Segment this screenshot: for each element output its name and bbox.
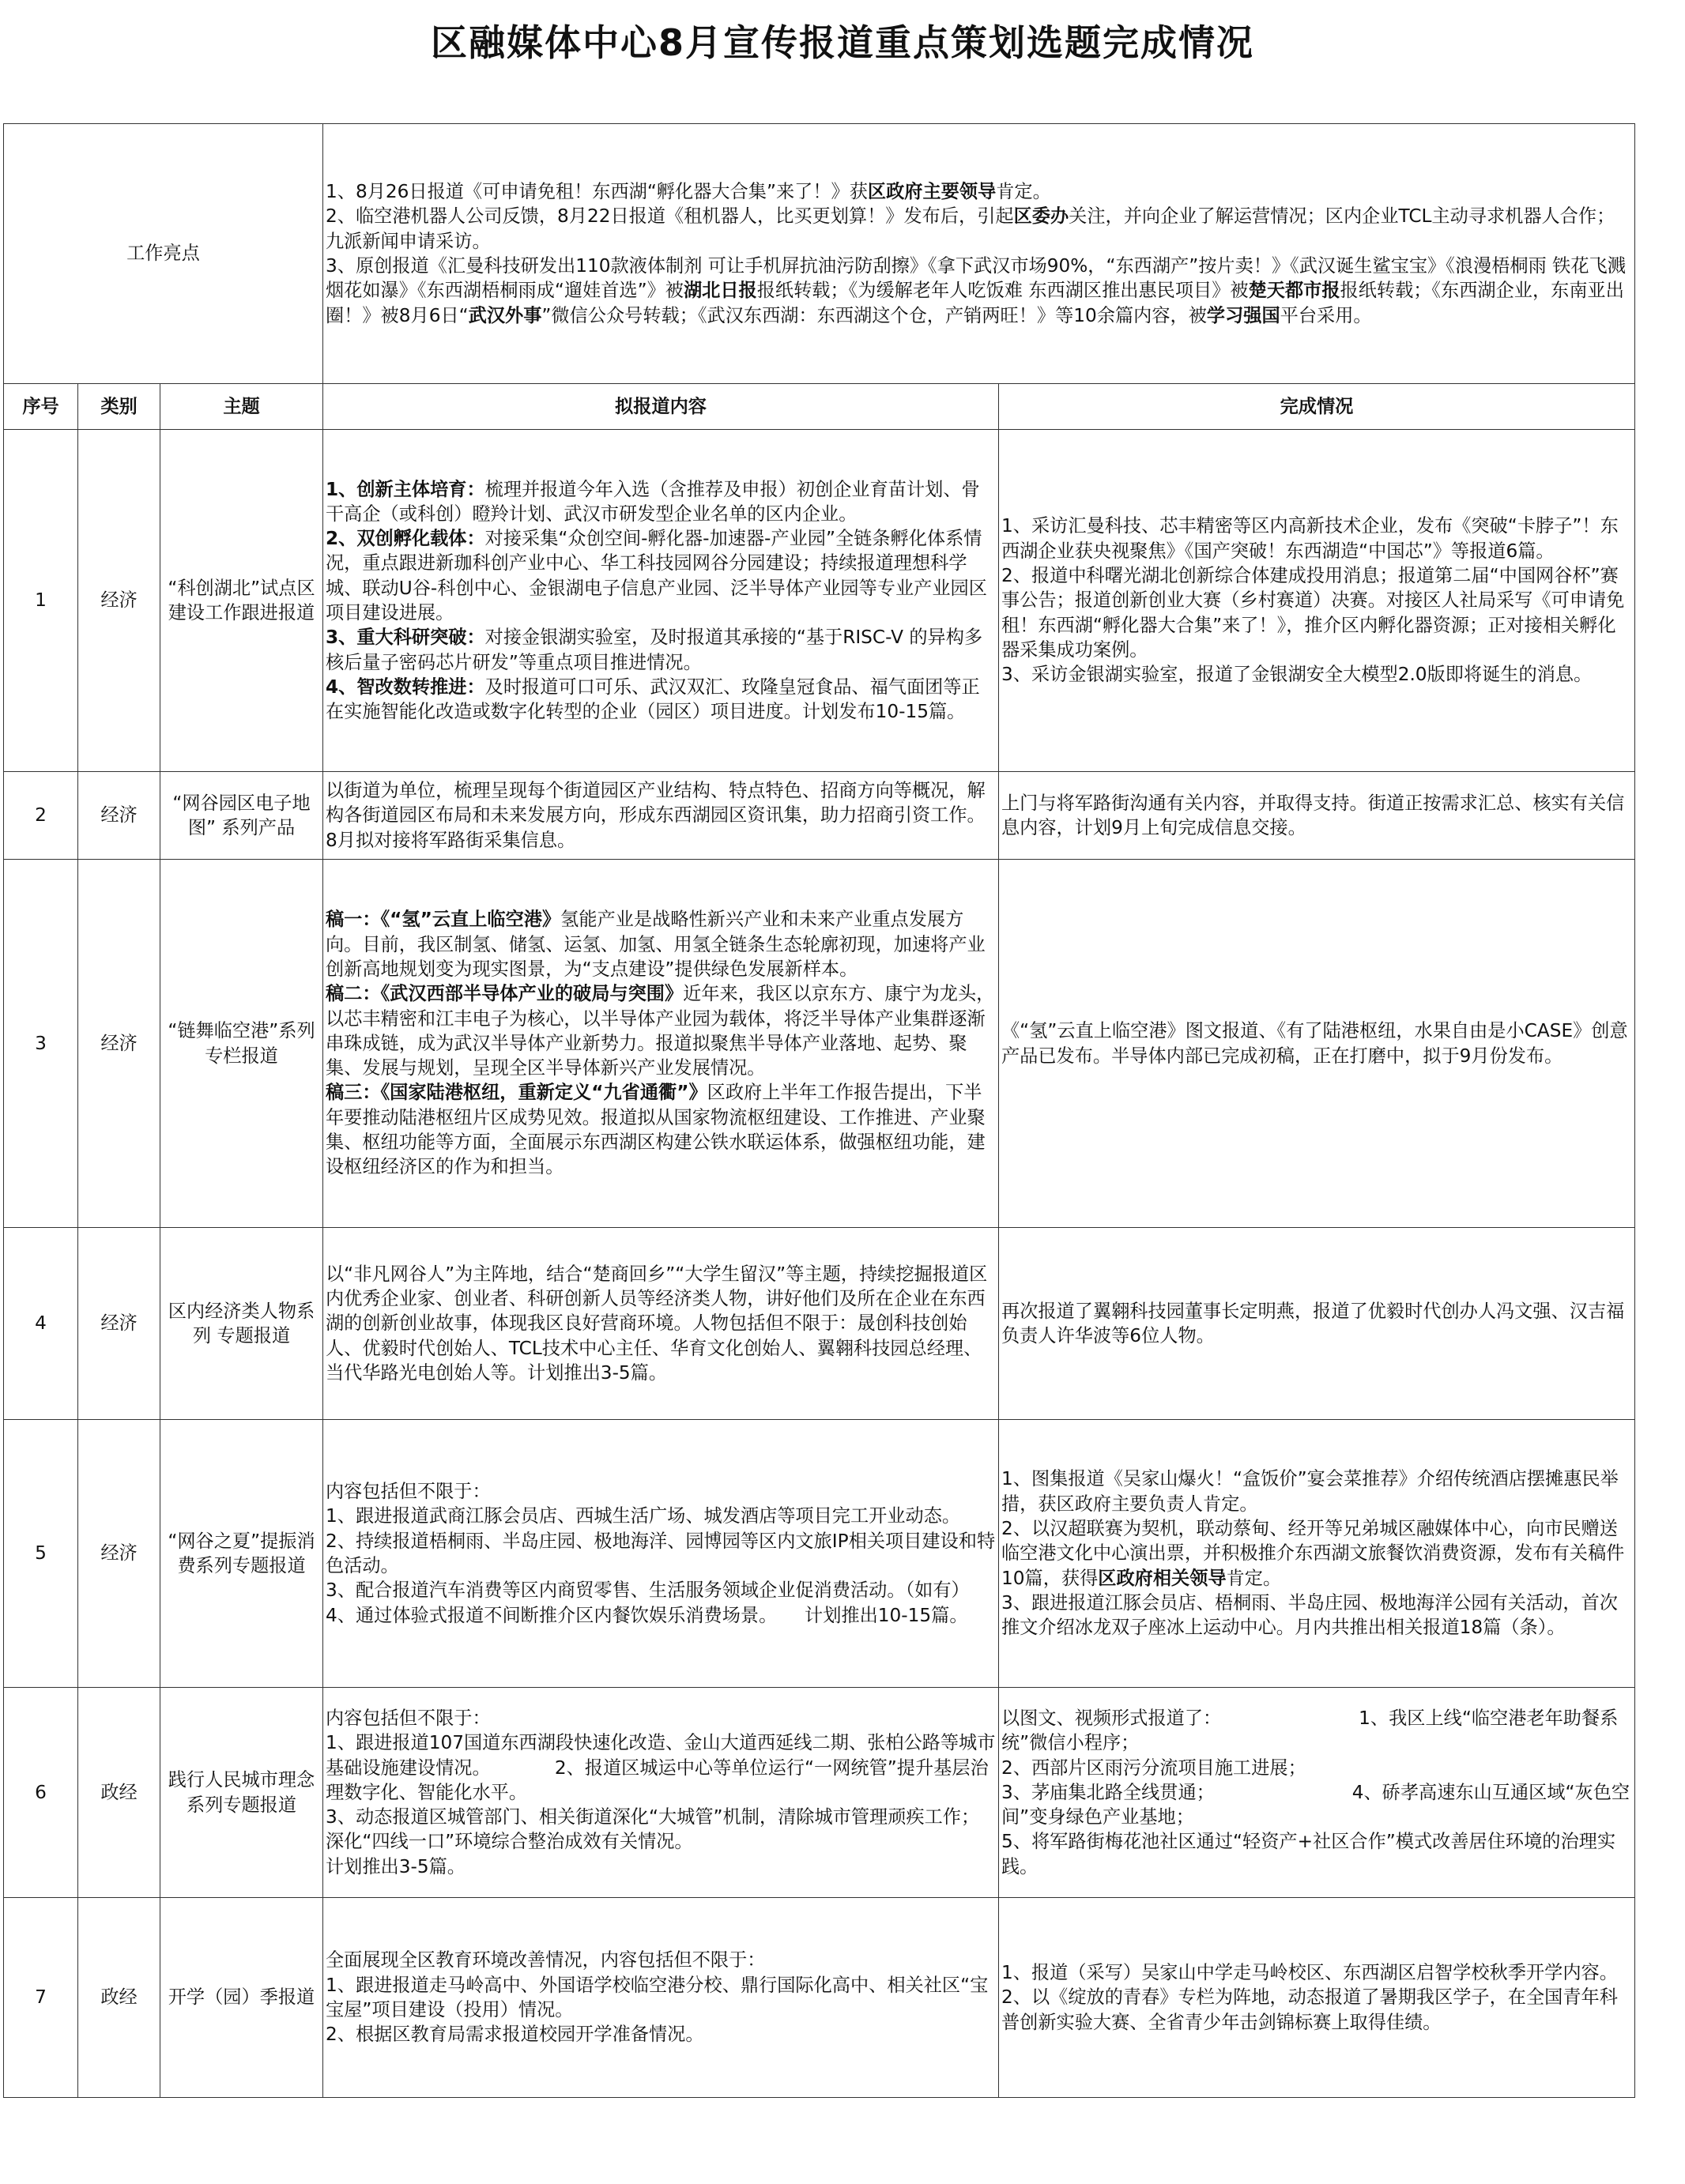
row-theme: “科创湖北”试点区 建设工作跟进报道 — [160, 430, 323, 772]
plan-line: 内容包括但不限于： — [326, 1707, 491, 1729]
highlight-line: 3、原创报道《汇曼科技研发出110款液体制剂 可让手机屏抗油污防刮擦》《拿下武汉市场90%，“东西湖产”按片卖！》《武汉诞生鲨宝宝》《浪漫梧桐雨 铁花飞溅烟花如瀑》《东西湖梧桐雨成“遛娃首选”》被湖北日报报纸转载；《为缓解老年人吃饭难 东西湖区推出惠民项目》被楚天都市报报纸转载；《东西湖企业，东南亚出圈！》被8月6日“武汉外事”微信公众号转载；《武汉东西湖：东西湖这个仓，产销两旺！》等10余篇内容，被学习强国平台采用。 — [326, 255, 1626, 326]
plan-line: 1、跟进报道走马岭高中、外国语学校临空港分校、鼎行国际化高中、相关社区“宝宝屋”项目建设（投用）情况。 — [326, 1974, 989, 2020]
bold-text: 4、智改数转推进： — [326, 676, 485, 698]
header-no: 序号 — [4, 384, 78, 430]
plan-line: 2、双创孵化载体：对接采集“众创空间-孵化器-加速器-产业园”全链条孵化体系情况，重点跟进新珈科创产业中心、华工科技园网谷分园建设；持续报道理想科学城、联动U谷-科创中心、金银湖电子信息产业园、泛半导体产业园等专业产业园区项目建设进展。 — [326, 528, 987, 623]
table-row — [4, 1228, 1635, 1420]
bold-text: 稿三：《国家陆港枢纽，重新定义“九省通衢”》 — [326, 1082, 707, 1104]
bold-text: 学习强国 — [1206, 304, 1280, 326]
row-status — [999, 772, 1635, 860]
row-plan — [323, 1688, 999, 1898]
plan-line: 1、跟进报道107国道东西湖段快速化改造、金山大道西延线二期、张柏公路等城市基础设施建设情况。 2、报道区城运中心等单位运行“一网统管”提升基层治理数字化、智能化水平。 — [326, 1732, 996, 1803]
plan-line: 稿二：《武汉西部半导体产业的破局与突围》近年来，我区以京东方、康宁为龙头，以芯丰精密和江丰电子为核心，以半导体产业园为载体，将泛半导体产业集群逐渐串珠成链，成为武汉半导体产业新势力。报道拟聚焦半导体产业落地、起势、聚集、发展与规划，呈现全区半导体新兴产业发展情况。 — [326, 983, 995, 1079]
plan-line: 计划推出3-5篇。 — [326, 1855, 466, 1877]
row-number: 6 — [4, 1688, 78, 1898]
row-plan — [323, 1420, 999, 1688]
table-row — [4, 1420, 1635, 1688]
plan-line: 全面展现全区教育环境改善情况，内容包括但不限于： — [326, 1949, 766, 1971]
bold-text: 楚天都市报 — [1248, 280, 1340, 302]
row-status — [999, 1420, 1635, 1688]
plan-line: 2、根据区教育局需求报道校园开学准备情况。 — [326, 2024, 704, 2046]
status-line: 2、报道中科曙光湖北创新综合体建成投用消息；报道第二届“中国网谷杯”赛事公告；报道创新创业大赛（乡村赛道）决赛。对接区人社局采写《可申请免租！东西湖“孵化器大合集”来了！》，推介区内孵化器资源；正对接相关孵化器采集成功案例。 — [1001, 565, 1625, 661]
table-row — [4, 1688, 1635, 1898]
plan-line: 内容包括但不限于： — [326, 1481, 491, 1503]
document-title: 区融媒体中心8月宣传报道重点策划选题完成情况 — [430, 21, 1254, 64]
row-theme: “网谷园区电子地图” 系列产品 — [160, 772, 323, 860]
status-line: 3、茅庙集北路全线贯通； 4、硚孝高速东山互通区域“灰色空间”变身绿色产业基地； — [1001, 1781, 1630, 1828]
highlight-line: 1、8月26日报道《可申请免租！东西湖“孵化器大合集”来了！》获区政府主要领导肯定。 — [326, 181, 1051, 203]
row-theme: “链舞临空港”系列 专栏报道 — [160, 860, 323, 1228]
table-row — [4, 430, 1635, 772]
plan-line: 稿一：《“氢”云直上临空港》氢能产业是战略性新兴产业和未来产业重点发展方向。目前，我区制氢、储氢、运氢、加氢、用氢全链条生态轮廓初现，加速将产业创新高地规划变为现实图景，为“支点建设”提供绿色发展新样本。 — [326, 909, 986, 980]
plan-line: 以“非凡网谷人”为主阵地，结合“楚商回乡”“大学生留汉”等主题，持续挖掘报道区内优秀企业家、创业者、科研创新人员等经济类人物，讲好他们及所在企业在东西湖的创新创业故事，体现我区良好营商环境。人物包括但不限于：晟创科技创始人、优毅时代创始人、TCL技术中心主任、华育文化创始人、翼翱科技园总经理、当代华路光电创始人等。计划推出3-5篇。 — [326, 1263, 988, 1384]
plan-line: 2、持续报道梧桐雨、半岛庄园、极地海洋、园博园等区内文旅IP相关项目建设和特色活动。 — [326, 1530, 996, 1576]
plan-line: 3、动态报道区城管部门、相关街道深化“大城管”机制，清除城市管理顽疾工作；深化“四线一口”环境综合整治成效有关情况。 — [326, 1806, 980, 1853]
row-number: 1 — [4, 430, 78, 772]
plan-line: 稿三：《国家陆港枢纽，重新定义“九省通衢”》区政府上半年工作报告提出，下半年要推动陆港枢纽片区成势见效。报道拟从国家物流枢纽建设、工作推进、产业聚集、枢纽功能等方面，全面展示东西湖区构建公铁水联运体系，做强枢纽功能，建设枢纽经济区的作为和担当。 — [326, 1082, 986, 1178]
plan-line: 1、跟进报道武商江豚会员店、西城生活广场、城发酒店等项目完工开业动态。 — [326, 1505, 961, 1527]
bold-text: 2、双创孵化载体： — [326, 528, 485, 550]
row-number: 7 — [4, 1898, 78, 2098]
bold-text: 区委办 — [1013, 205, 1069, 228]
row-category: 政经 — [78, 1898, 160, 2098]
table-row — [4, 860, 1635, 1228]
header-category: 类别 — [78, 384, 160, 430]
bold-text: 武汉外事 — [468, 304, 542, 326]
status-line: 以图文、视频形式报道了： 1、我区上线“临空港老年助餐系统”微信小程序； — [1001, 1707, 1619, 1754]
row-status — [999, 1898, 1635, 2098]
highlights-label: 工作亮点 — [4, 124, 323, 384]
plan-line: 4、通过体验式报道不间断推介区内餐饮娱乐消费场景。 计划推出10-15篇。 — [326, 1604, 968, 1626]
status-line: 再次报道了翼翱科技园董事长定明燕，报道了优毅时代创办人冯文强、汉吉福负责人许华波等6位人物。 — [1001, 1300, 1625, 1346]
status-line: 3、采访金银湖实验室，报道了金银湖安全大模型2.0版即将诞生的消息。 — [1001, 664, 1593, 686]
row-theme: 区内经济类人物系列 专题报道 — [160, 1228, 323, 1420]
row-theme: “网谷之夏”提振消费系列专题报道 — [160, 1420, 323, 1688]
highlights-row — [4, 124, 1635, 384]
row-category: 政经 — [78, 1688, 160, 1898]
table-row — [4, 772, 1635, 860]
row-number: 4 — [4, 1228, 78, 1420]
highlights-content — [323, 124, 1635, 384]
status-line: 2、以《绽放的青春》专栏为阵地，动态报道了暑期我区学子，在全国青年科普创新实验大赛、全省青少年击剑锦标赛上取得佳绩。 — [1001, 1986, 1618, 2033]
header-theme: 主题 — [160, 384, 323, 430]
status-line: 上门与将军路街沟通有关内容，并取得支持。街道正按需求汇总、核实有关信息内容，计划9月上旬完成信息交接。 — [1001, 792, 1625, 838]
header-plan: 拟报道内容 — [323, 384, 999, 430]
row-status — [999, 1228, 1635, 1420]
status-line: 5、将军路街梅花池社区通过“轻资产+社区合作”模式改善居住环境的治理实践。 — [1001, 1831, 1616, 1877]
row-number: 2 — [4, 772, 78, 860]
row-category: 经济 — [78, 1228, 160, 1420]
bold-text: 1、创新主体培育： — [326, 478, 485, 500]
status-line: 3、跟进报道江豚会员店、梧桐雨、半岛庄园、极地海洋公园有关活动，首次推文介绍冰龙双子座冰上运动中心。月内共推出相关报道18篇（条）。 — [1001, 1591, 1618, 1639]
plan-line: 3、重大科研突破：对接金银湖实验室，及时报道其承接的“基于RISC-V 的异构多核后量子密码芯片研发”等重点项目推进情况。 — [326, 627, 983, 673]
row-category: 经济 — [78, 1420, 160, 1688]
status-line: 1、报道（采写）吴家山中学走马岭校区、东西湖区启智学校秋季开学内容。 — [1001, 1962, 1618, 1984]
plan-line: 4、智改数转推进：及时报道可口可乐、武汉双汇、玫隆皇冠食品、福气面团等正在实施智能化改造或数字化转型的企业（园区）项目进度。计划发布10-15篇。 — [326, 676, 980, 723]
row-plan — [323, 772, 999, 860]
status-line: 1、采访汇曼科技、芯丰精密等区内高新技术企业，发布《突破“卡脖子”！东西湖企业获央视聚焦》《国产突破！东西湖造“中国芯”》等报道6篇。 — [1001, 515, 1619, 562]
row-plan — [323, 1228, 999, 1420]
row-status — [999, 430, 1635, 772]
status-line: 2、以汉超联赛为契机，联动蔡甸、经开等兄弟城区融媒体中心，向市民赠送临空港文化中心演出票，并积极推介东西湖文旅餐饮消费资源，发布有关稿件10篇，获得区政府相关领导肯定。 — [1001, 1518, 1625, 1589]
row-theme: 开学（园）季报道 — [160, 1898, 323, 2098]
report-table — [3, 123, 1635, 2098]
row-category: 经济 — [78, 430, 160, 772]
status-line: 2、西部片区雨污分流项目施工进展； — [1001, 1757, 1306, 1779]
plan-line: 以街道为单位，梳理呈现每个街道园区产业结构、特点特色、招商方向等概况，解构各街道园区布局和未来发展方向，形成东西湖园区资讯集，助力招商引资工作。8月拟对接将军路街采集信息。 — [326, 780, 986, 851]
row-status — [999, 860, 1635, 1228]
highlight-line: 2、临空港机器人公司反馈，8月22日报道《租机器人，比买更划算！》发布后，引起区委办关注，并向企业了解运营情况；区内企业TCL主动寻求机器人合作；九派新闻申请采访。 — [326, 205, 1615, 252]
row-category: 经济 — [78, 860, 160, 1228]
row-theme: 践行人民城市理念系列专题报道 — [160, 1688, 323, 1898]
plan-line: 3、配合报道汽车消费等区内商贸零售、生活服务领域企业促消费活动。（如有） — [326, 1580, 970, 1602]
status-line: 《“氢”云直上临空港》图文报道、《有了陆港枢纽，水果自由是小CASE》创意产品已发布。半导体内部已完成初稿，正在打磨中，拟于9月份发布。 — [1001, 1020, 1628, 1067]
row-category: 经济 — [78, 772, 160, 860]
bold-text: 稿二：《武汉西部半导体产业的破局与突围》 — [326, 983, 684, 1005]
table-row — [4, 1898, 1635, 2098]
row-plan — [323, 860, 999, 1228]
row-status — [999, 1688, 1635, 1898]
bold-text: 稿一：《“氢”云直上临空港》 — [326, 909, 561, 931]
row-number: 5 — [4, 1420, 78, 1688]
bold-text: 3、重大科研突破： — [326, 627, 485, 649]
status-line: 1、图集报道《吴家山爆火！“盒饭价”宴会菜推荐》介绍传统酒店摆摊惠民举措，获区政府主要负责人肯定。 — [1001, 1468, 1619, 1515]
bold-text: 区政府主要领导 — [867, 181, 997, 203]
header-status: 完成情况 — [999, 384, 1635, 430]
row-plan — [323, 1898, 999, 2098]
bold-text: 区政府相关领导 — [1098, 1567, 1227, 1589]
bold-text: 湖北日报 — [684, 280, 757, 302]
row-plan — [323, 430, 999, 772]
row-number: 3 — [4, 860, 78, 1228]
plan-line: 1、创新主体培育：梳理并报道今年入选（含推荐及申报）初创企业育苗计划、骨干高企（或科创）瞪羚计划、武汉市研发型企业名单的区内企业。 — [326, 478, 980, 525]
header-row — [4, 384, 1635, 430]
